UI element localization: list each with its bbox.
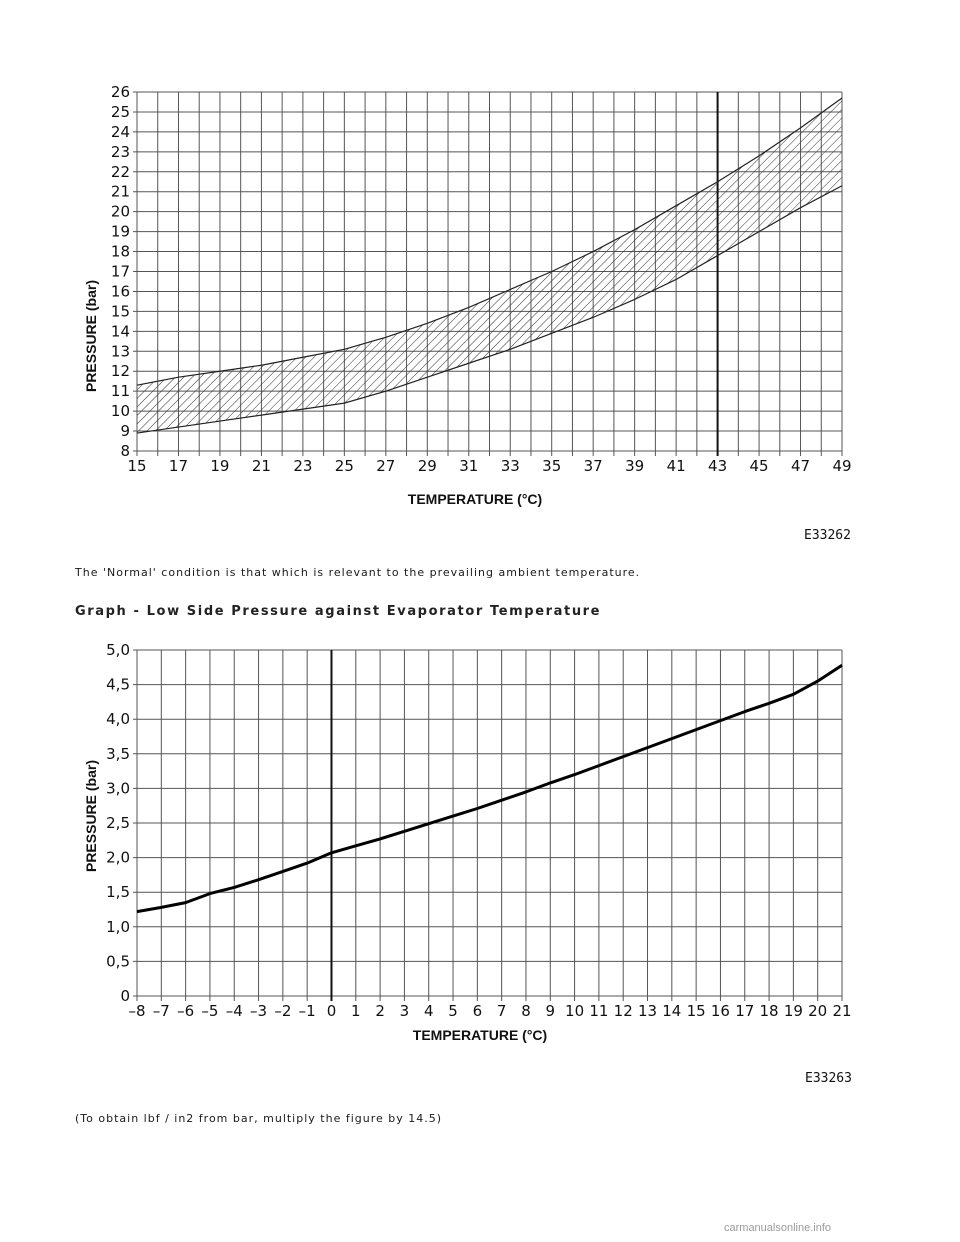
x-tick-label: 16 [710,1002,730,1020]
watermark: carmanualsonline.info [724,1222,832,1234]
chart-high-side-pressure [0,60,960,560]
y-tick-label: 26 [110,83,130,101]
x-tick-label: 31 [459,457,479,475]
y-tick-label: 21 [110,182,130,201]
x-tick-label: 4 [423,1002,434,1020]
x-tick-label: 13 [637,1002,658,1020]
x-tick-label: –3 [250,1002,268,1020]
y-tick-label: 1,5 [106,883,130,902]
note-normal-condition: The 'Normal' condition is that which is relevant to the prevailing ambient temperature. [75,566,641,579]
y-tick-label: 3,5 [106,744,130,763]
figure-reference: E33263 [805,1071,852,1086]
x-tick-label: 19 [783,1002,803,1020]
y-tick-label: 3,0 [106,779,130,798]
x-tick-label: 45 [749,457,769,475]
y-tick-label: 16 [110,282,130,301]
y-tick-label: 12 [110,362,130,381]
x-tick-label: 23 [293,457,313,475]
y-tick-label: 4,5 [106,675,130,694]
y-tick-label: 23 [110,142,130,161]
x-tick-label: 21 [832,1002,852,1020]
chart-low-side-pressure [0,630,960,1100]
x-axis-title: TEMPERATURE (°C) [407,491,543,507]
x-tick-label: 41 [666,457,686,475]
x-tick-label: 9 [545,1002,556,1020]
x-tick-label: 11 [589,1002,609,1020]
x-tick-label: 25 [334,457,354,475]
y-tick-label: 2,5 [106,814,130,832]
y-tick-label: 15 [110,302,130,321]
y-tick-label: 0 [120,987,130,1005]
x-tick-label: –5 [201,1002,219,1020]
y-axis-title: PRESSURE (bar) [83,279,99,393]
x-tick-label: 12 [613,1002,633,1020]
y-tick-label: 4,0 [106,710,130,729]
x-tick-label: 18 [759,1002,779,1020]
y-tick-label: 13 [110,342,130,361]
x-tick-label: –1 [298,1002,316,1020]
y-tick-label: 8 [120,442,130,460]
y-tick-label: 2,0 [106,848,130,867]
x-tick-label: 14 [662,1002,682,1020]
y-tick-label: 14 [110,322,130,341]
section-heading: Graph - Low Side Pressure against Evaporator Temperature [75,604,602,619]
x-tick-label: 15 [686,1002,706,1020]
y-tick-label: 1,0 [106,917,130,936]
x-tick-label: –6 [177,1002,195,1020]
y-tick-label: 11 [110,382,130,401]
y-tick-label: 24 [110,122,130,141]
x-tick-label: 47 [790,457,811,475]
y-tick-label: 0,5 [106,952,130,971]
x-tick-label: 35 [542,457,562,475]
figure-reference: E33262 [804,528,851,543]
x-tick-label: 39 [625,457,645,475]
y-tick-label: 22 [110,162,130,181]
x-axis-title: TEMPERATURE (°C) [412,1027,548,1043]
x-tick-label: –4 [225,1002,243,1020]
y-tick-label: 10 [110,402,130,421]
x-tick-label: 37 [583,457,603,475]
x-tick-label: 5 [448,1002,458,1020]
x-tick-label: 21 [251,457,271,475]
x-tick-label: 2 [375,1002,385,1020]
x-tick-label: 7 [496,1002,507,1020]
y-tick-label: 20 [110,202,130,221]
x-tick-label: 19 [210,457,230,475]
y-tick-label: 18 [110,242,130,261]
x-tick-label: 49 [832,457,852,475]
x-tick-label: 3 [399,1002,410,1020]
y-tick-label: 5,0 [106,641,130,659]
y-tick-label: 17 [110,262,130,281]
x-tick-label: –2 [274,1002,292,1020]
x-tick-label: 15 [127,457,147,475]
y-axis-title: PRESSURE (bar) [83,759,99,873]
x-tick-label: 10 [565,1002,585,1020]
x-tick-label: 1 [351,1002,361,1020]
x-tick-label: –8 [128,1002,146,1020]
x-tick-label: 27 [376,457,396,475]
x-tick-label: 43 [708,457,728,475]
x-tick-label: 29 [417,457,437,475]
x-tick-label: 0 [326,1002,337,1020]
x-tick-label: 6 [472,1002,483,1020]
note-conversion: (To obtain lbf / in2 from bar, multiply the figure by 14.5) [75,1112,443,1125]
x-tick-label: 17 [735,1002,755,1020]
x-tick-label: 8 [521,1002,531,1020]
x-tick-label: 17 [168,457,189,475]
x-tick-label: –7 [152,1002,170,1020]
x-tick-label: 33 [500,457,520,475]
y-tick-label: 25 [110,102,130,121]
x-tick-label: 20 [808,1002,828,1020]
y-tick-label: 19 [110,222,130,241]
y-tick-label: 9 [120,422,130,441]
